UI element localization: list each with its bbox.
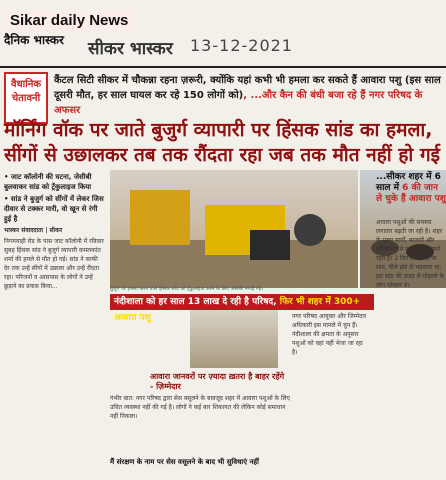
publication-date: 13-12-2021 (190, 36, 293, 55)
red-banner-main: नंदीशाला को हर साल 13 लाख दे रही है परिषद, (114, 297, 277, 307)
bullet-2: • सांड ने बुजुर्ग को सींगों में लेकर जिस दीवार से टक्कर मारी, वो खून से रंगी हुई है (4, 195, 104, 223)
subheadline (54, 73, 442, 118)
red-banner-highlight: फिर भी शहर में 300+ आवारा पशु (114, 297, 361, 323)
red-banner (110, 294, 374, 323)
left-column (4, 172, 104, 480)
body-column-1: निगमयाही रोड के पास जाट कॉलोनी में रविवार सुबह हिंसक सांड ने बुजुर्ग व्यापारी कमलकांत शर्मा की हमले से मौत हो गई। सांड ने काफी देर तक उन्हें सींगों में उछाला और उन्हें रौंदता रहा। परिजनों व आसपास के लोगों ने उन्हें छुड़ाने का प्रयास किया... (4, 238, 104, 290)
main-headline (4, 118, 444, 168)
photo-illustration (110, 170, 358, 288)
reporter-credit: भास्कर संवाददाता | सीकर (4, 227, 63, 234)
headline-line-2: सींगों से उछालकर तब तक रौंदता रहा जब तक मौत नहीं हो गई (4, 144, 440, 166)
header-rule (0, 66, 446, 68)
kicker-box: वैधानिक चेतावनी (4, 72, 48, 124)
photo-caption: बुजुर्ग पर हमला करने वाले हिंसक सांड को ट्रेंकुलाइज करने के लिए जेसीबी मंगाई गई। (110, 286, 264, 292)
subheadline-main: कैंटल सिटी सीकर में चौकन्ना रहना ज़रूरी, क्योंकि यहां कभी भी हमला कर सकते हैं आवारा पशु (इस साल दूसरी मौत, हर साल घायल कर रहे 150 लोगों को) (54, 75, 441, 101)
side-headline (376, 172, 446, 205)
edition-brand: सीकर भास्कर (88, 39, 173, 59)
news-photo-small (190, 310, 278, 368)
headline-line-1: मॉर्निंग वॉक पर जाते बुजुर्ग व्यापारी पर हिंसक सांड का हमला, (4, 119, 433, 141)
middle-column: गंभीर बात: नगर परिषद द्वारा सेस वसूलने के बावजूद शहर में आवारा पशुओं के लिए उचित व्यवस्था नहीं की गई है। लोगों ने कई बार शिकायत की लेकिन कोई समाधान नहीं निकला। (110, 395, 290, 420)
bottom-headline: मैं संरक्षण के नाम पर सेस वसूलने के बाद भी सुविधाएं नहीं (110, 458, 259, 466)
bullet-1: • जाट कॉलोनी की घटना, जेसीबी बुलवाकर सांड को ट्रेंकुलाइज किया (4, 173, 92, 191)
subheadline-tail: , ...और कैन की बंधी बजा रहे हैं नगर परिषद के अफसर (54, 90, 423, 116)
side-headline-main: ...सीकर शहर में 6 साल में (376, 172, 441, 193)
newspaper-logo: दैनिक भास्कर (4, 33, 64, 47)
side-headline-red: 6 की जान ले चुके हैं आवारा पशु (376, 183, 446, 204)
middle-headline: आवारा जानवरों पर ज़्यादा ख़तरा है बाहर रहेंगे - ज़िम्मेदार (150, 372, 285, 391)
middle-right-column: नगर परिषद आयुक्त और जिम्मेदार अधिकारी इस मामले में चुप हैं। नंदीशाला की क्षमता के अनुसार पशुओं को वहां नहीं भेजा जा रहा है। (292, 313, 367, 356)
news-photo-main (110, 170, 358, 288)
side-column: आवारा पशुओं की समस्या लगातार बढ़ती जा रही है। शहर के मुख्य मार्गों, बाजारों और कॉलोनियों में पशु झुंड में घूमते रहते हैं। 2 दिन से हिंसक था सांड, पीले झंडे से भड़कता था: इस सांड की वजह से मोहल्ले के लोग परेशान थे। (376, 219, 445, 289)
source-label: Sikar daily News (4, 10, 134, 31)
